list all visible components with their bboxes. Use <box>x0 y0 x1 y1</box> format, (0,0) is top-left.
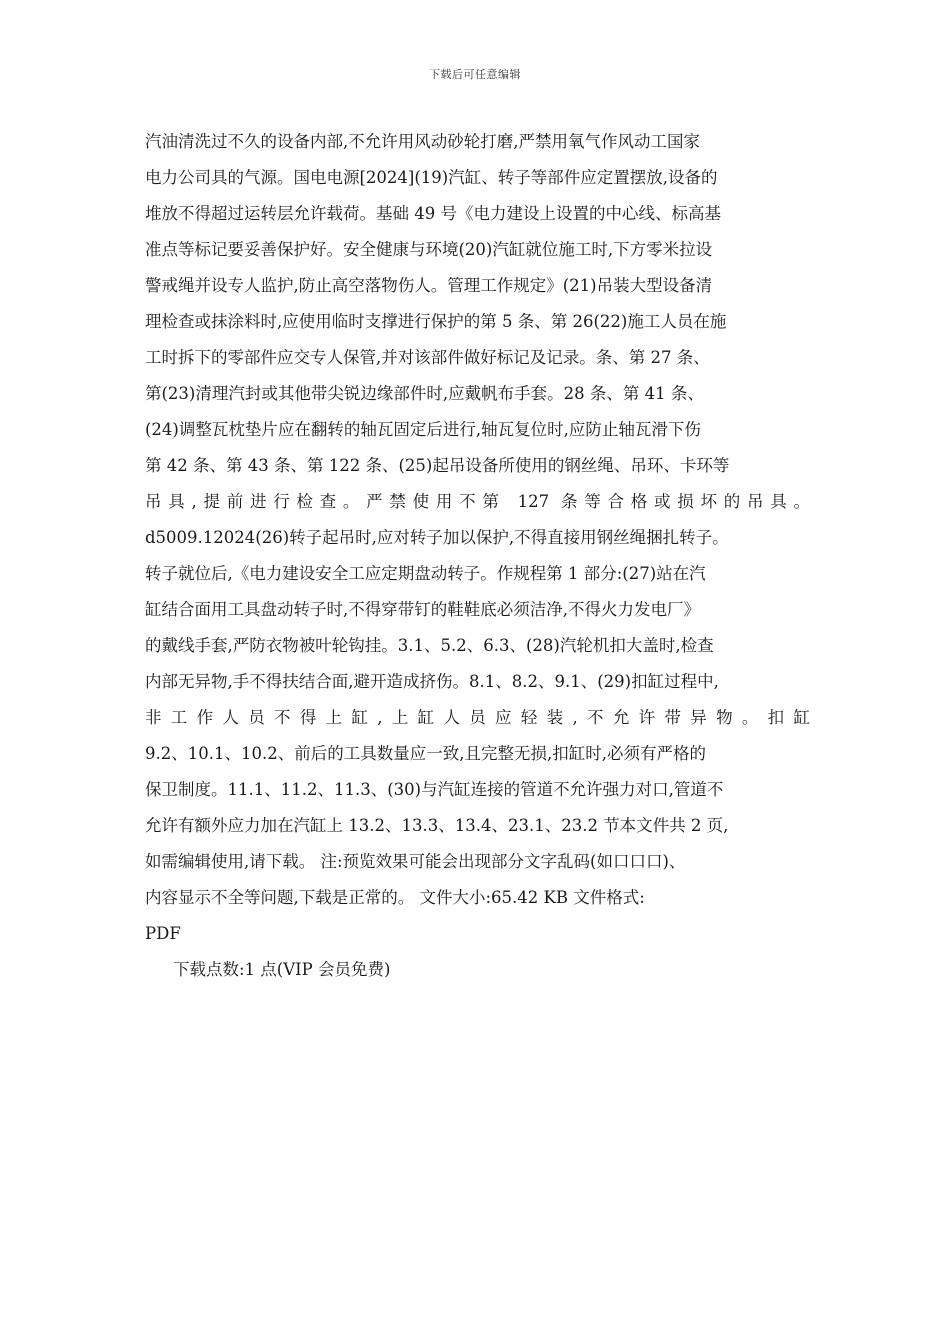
body-line: 堆放不得超过运转层允许载荷。基础 49 号《电力建设上设置的中心线、标高基 <box>145 204 721 223</box>
body-line: 电力公司具的气源。国电电源[2024](19)汽缸、转子等部件应定置摆放,设备的 <box>145 168 718 187</box>
body-line: 内容显示不全等问题,下载是正常的。 文件大小:65.42 KB 文件格式: <box>145 888 645 907</box>
body-line: 工时拆下的零部件应交专人保管,并对该部件做好标记及记录。条、第 27 条、 <box>145 348 710 367</box>
body-line: 汽油清洗过不久的设备内部,不允许用风动砂轮打磨,严禁用氧气作风动工国家 <box>145 132 700 151</box>
body-line: (24)调整瓦枕垫片应在翻转的轴瓦固定后进行,轴瓦复位时,应防止轴瓦滑下伤 <box>145 420 701 439</box>
body-line: 保卫制度。11.1、11.2、11.3、(30)与汽缸连接的管道不允许强力对口,管道不 <box>145 780 724 799</box>
body-line: 准点等标记要妥善保护好。安全健康与环境(20)汽缸就位施工时,下方零米拉设 <box>145 240 713 259</box>
body-line: 缸结合面用工具盘动转子时,不得穿带钉的鞋鞋底必须洁净,不得火力发电厂》 <box>145 600 700 619</box>
body-line: 9.2、10.1、10.2、前后的工具数量应一致,且完整无损,扣缸时,必须有严格的 <box>145 744 706 763</box>
body-line: 内部无异物,手不得扶结合面,避开造成挤伤。8.1、8.2、9.1、(29)扣缸过程中, <box>145 672 719 691</box>
body-line: 的戴线手套,严防衣物被叶轮钩挂。3.1、5.2、6.3、(28)汽轮机扣大盖时,检查 <box>145 636 714 655</box>
body-line: 警戒绳并设专人监护,防止高空落物伤人。管理工作规定》(21)吊装大型设备清 <box>145 276 713 295</box>
body-line: 理检查或抹涂料时,应使用临时支撑进行保护的第 5 条、第 26(22)施工人员在施 <box>145 312 727 331</box>
body-line: 如需编辑使用,请下载。 注:预览效果可能会出现部分文字乱码(如口口口)、 <box>145 852 686 871</box>
page-header: 下载后可任意编辑 <box>429 68 521 81</box>
download-points-info: 下载点数:1 点(VIP 会员免费) <box>173 960 391 979</box>
body-line: PDF <box>145 924 181 943</box>
body-line: 非工作人员不得上缸,上缸人员应轻装,不允许带异物。扣缸 <box>145 708 810 727</box>
body-line: d5009.12024(26)转子起吊时,应对转子加以保护,不得直接用钢丝绳捆扎转子。 <box>145 528 729 547</box>
body-line: 吊具,提前进行检查。严禁使用不第 127 条等合格或损坏的吊具。 <box>145 492 810 511</box>
body-line: 转子就位后,《电力建设安全工应定期盘动转子。作规程第 1 部分:(27)站在汽 <box>145 564 706 583</box>
document-body <box>145 124 810 988</box>
body-line: 第 42 条、第 43 条、第 122 条、(25)起吊设备所使用的钢丝绳、吊环、卡环等 <box>145 456 730 475</box>
body-line: 第(23)清理汽封或其他带尖锐边缘部件时,应戴帆布手套。28 条、第 41 条、 <box>145 384 704 403</box>
body-line: 允许有额外应力加在汽缸上 13.2、13.3、13.4、23.1、23.2 节本文件共 2 页, <box>145 816 729 835</box>
